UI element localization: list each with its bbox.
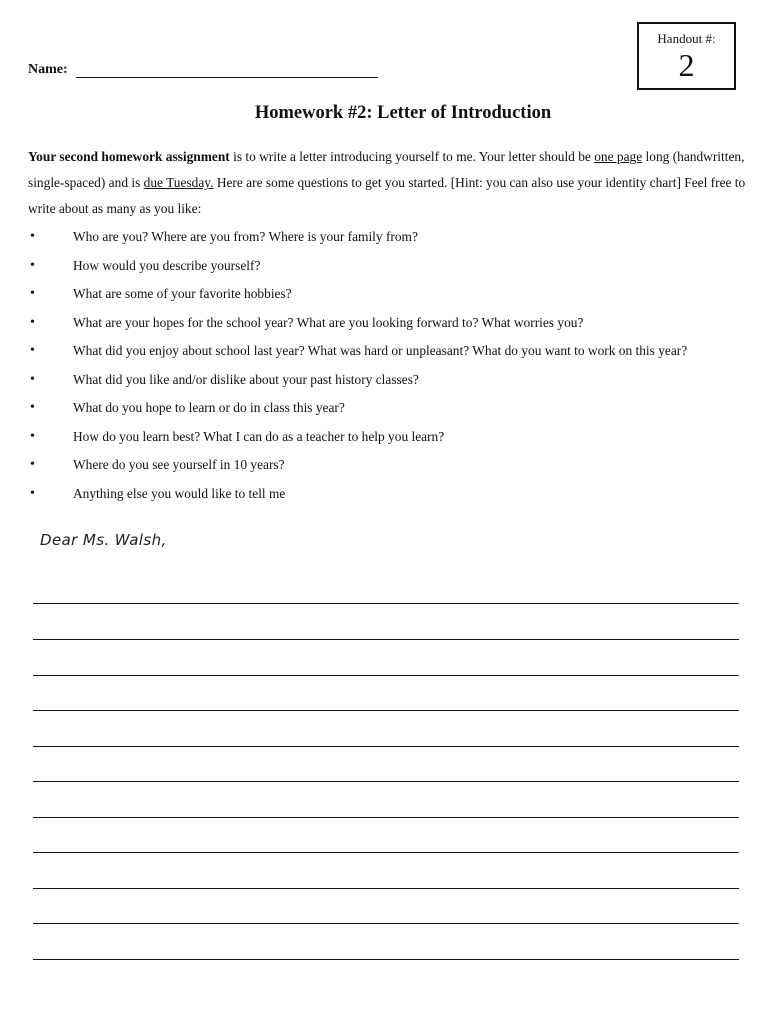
name-blank-line — [76, 77, 378, 78]
bullet-icon: • — [30, 457, 35, 472]
question-text: How would you describe yourself? — [73, 257, 261, 273]
instructions-text-3: Here are some questions to get you started. [Hint: you can also use your identity chart] Feel free to write about as many as you like: — [28, 175, 746, 216]
list-item — [0, 451, 768, 480]
letter-greeting: Dear Ms. Walsh, — [40, 531, 167, 549]
list-item — [0, 423, 768, 452]
writing-line — [33, 603, 739, 604]
question-text: Anything else you would like to tell me — [73, 485, 286, 501]
handout-number-box — [637, 22, 736, 90]
writing-line — [33, 852, 739, 853]
list-item — [0, 280, 768, 309]
bullet-icon: • — [30, 428, 35, 444]
instructions-text-2: long (handwritten, single-spaced) and is — [28, 149, 745, 190]
question-text: What do you hope to learn or do in class this year? — [73, 400, 345, 415]
question-list — [0, 223, 768, 508]
bullet-icon: • — [30, 343, 35, 358]
bullet-icon: • — [30, 257, 35, 273]
bullet-icon: • — [30, 286, 35, 301]
bullet-icon: • — [30, 314, 35, 330]
question-text: Who are you? Where are you from? Where is your family from? — [73, 229, 418, 244]
list-item — [0, 394, 768, 423]
question-text: What did you like and/or dislike about your past history classes? — [73, 371, 419, 387]
due-date: due Tuesday. — [143, 175, 214, 190]
handout-number: 2 — [678, 47, 695, 83]
writing-line — [33, 817, 739, 818]
writing-line — [33, 639, 739, 640]
question-text: What did you enjoy about school last year? What was hard or unpleasant? What do you want to work on this year? — [73, 343, 688, 358]
list-item — [0, 337, 768, 366]
question-text: What are some of your favorite hobbies? — [73, 286, 292, 301]
page-title: Homework #2: Letter of Introduction — [254, 103, 552, 123]
name-label: Name: — [28, 62, 68, 77]
list-item — [0, 309, 768, 338]
list-item — [0, 252, 768, 281]
instructions-text-1: is to write a letter introducing yourself to me. Your letter should be — [229, 149, 595, 164]
writing-line — [33, 781, 739, 782]
writing-line — [33, 923, 739, 924]
writing-line — [33, 675, 739, 676]
instructions-lead: Your second homework assignment — [28, 149, 230, 164]
list-item — [0, 480, 768, 509]
bullet-icon: • — [30, 485, 35, 501]
question-text: Where do you see yourself in 10 years? — [73, 457, 285, 472]
question-text: How do you learn best? What I can do as a teacher to help you learn? — [73, 428, 445, 444]
list-item — [0, 223, 768, 252]
list-item — [0, 366, 768, 395]
writing-line — [33, 746, 739, 747]
bullet-icon: • — [30, 400, 35, 415]
length-requirement: one page — [594, 149, 643, 164]
writing-line — [33, 710, 739, 711]
bullet-icon: • — [30, 371, 35, 387]
bullet-icon: • — [30, 229, 35, 244]
writing-line — [33, 959, 739, 960]
question-text: What are your hopes for the school year? What are you looking forward to? What worries you? — [73, 314, 584, 330]
writing-line — [33, 888, 739, 889]
assignment-instructions — [28, 144, 748, 222]
handout-label: Handout #: — [657, 31, 716, 46]
